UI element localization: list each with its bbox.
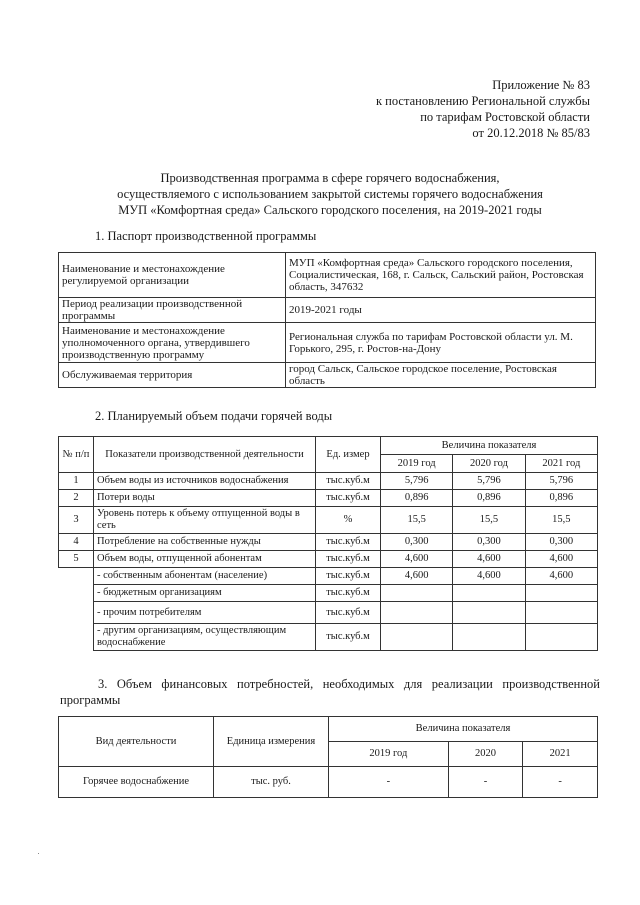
passport-label: Наименование и местонахождение уполномоченного органа, утвердившего производственную программу — [59, 323, 286, 363]
title-line: осуществляемого с использованием закрытой системы горячего водоснабжения — [117, 187, 543, 201]
scan-dot — [38, 853, 39, 854]
cell-value: 4,600 — [453, 551, 525, 568]
cell-name: Потери воды — [94, 490, 316, 507]
cell-num: 4 — [59, 534, 94, 551]
document-title — [60, 170, 600, 218]
cell-value — [453, 602, 525, 624]
cell-value — [381, 602, 453, 624]
cell-value: - — [329, 767, 449, 798]
cell-value — [453, 624, 525, 651]
header-year: 2020 — [448, 742, 523, 767]
cell-value — [525, 585, 597, 602]
cell-value: 5,796 — [381, 473, 453, 490]
title-line: Производственная программа в сфере горячего водоснабжения, — [160, 171, 500, 185]
cell-name: - бюджетным организациям — [94, 585, 316, 602]
cell-activity: Горячее водоснабжение — [59, 767, 214, 798]
cell-value: 5,796 — [453, 473, 525, 490]
cell-value: 0,896 — [381, 490, 453, 507]
passport-table — [58, 252, 596, 388]
financial-table — [58, 716, 598, 798]
appendix-block — [376, 77, 590, 141]
table-row — [59, 323, 596, 363]
cell-unit: тыс.куб.м — [316, 473, 381, 490]
header-year: 2021 — [523, 742, 598, 767]
cell-unit: тыс.куб.м — [316, 534, 381, 551]
cell-num-empty — [59, 568, 94, 651]
cell-unit: % — [316, 507, 381, 534]
table-header-row — [59, 437, 598, 455]
cell-value — [381, 624, 453, 651]
table-row — [59, 298, 596, 323]
passport-label: Обслуживаемая территория — [59, 363, 286, 388]
cell-name: - собственным абонентам (население) — [94, 568, 316, 585]
table-row — [59, 507, 598, 534]
table-row — [59, 602, 598, 624]
cell-num: 1 — [59, 473, 94, 490]
cell-name: Объем воды, отпущенной абонентам — [94, 551, 316, 568]
passport-label: Наименование и местонахождение регулируемой организации — [59, 253, 286, 298]
cell-value: 0,300 — [525, 534, 597, 551]
table-row — [59, 363, 596, 388]
header-year: 2019 год — [329, 742, 449, 767]
cell-unit: тыс. руб. — [214, 767, 329, 798]
passport-value: 2019-2021 годы — [286, 298, 596, 323]
cell-value: 15,5 — [525, 507, 597, 534]
table-row — [59, 585, 598, 602]
cell-value — [453, 585, 525, 602]
cell-unit: тыс.куб.м — [316, 602, 381, 624]
cell-name: - другим организациям, осуществляющим водоснабжение — [94, 624, 316, 651]
header-num: № п/п — [59, 437, 94, 473]
header-activity: Вид деятельности — [59, 717, 214, 767]
cell-value: 0,896 — [525, 490, 597, 507]
section1-heading: 1. Паспорт производственной программы — [95, 229, 317, 243]
header-year: 2019 год — [381, 455, 453, 473]
cell-value: 5,796 — [525, 473, 597, 490]
cell-value — [381, 585, 453, 602]
cell-value: 4,600 — [525, 568, 597, 585]
section3-heading: 3. Объем финансовых потребностей, необходимых для реализации производственной программы — [60, 677, 600, 707]
appendix-line: Приложение № 83 — [492, 78, 590, 92]
header-value-group: Величина показателя — [381, 437, 598, 455]
table-row — [59, 568, 598, 585]
header-year: 2020 год — [453, 455, 525, 473]
cell-name: Потребление на собственные нужды — [94, 534, 316, 551]
cell-value: 15,5 — [381, 507, 453, 534]
cell-value: - — [448, 767, 523, 798]
table-row — [59, 767, 598, 798]
water-supply-table — [58, 436, 598, 651]
header-year: 2021 год — [525, 455, 597, 473]
cell-value: 0,300 — [381, 534, 453, 551]
table-row — [59, 534, 598, 551]
passport-value: город Сальск, Сальское городское поселение, Ростовская область — [286, 363, 596, 388]
header-value-group: Величина показателя — [329, 717, 598, 742]
cell-unit: тыс.куб.м — [316, 624, 381, 651]
title-line: МУП «Комфортная среда» Сальского городского поселения, на 2019-2021 годы — [118, 203, 542, 217]
appendix-line: по тарифам Ростовской области — [420, 110, 590, 124]
passport-label: Период реализации производственной программы — [59, 298, 286, 323]
table-row — [59, 253, 596, 298]
table-header-row — [59, 717, 598, 742]
cell-value — [525, 602, 597, 624]
cell-value: 0,896 — [453, 490, 525, 507]
cell-value: 4,600 — [453, 568, 525, 585]
section2-heading: 2. Планируемый объем подачи горячей воды — [95, 409, 333, 423]
cell-value: 4,600 — [381, 568, 453, 585]
cell-value: 4,600 — [525, 551, 597, 568]
cell-value: 0,300 — [453, 534, 525, 551]
cell-value: 15,5 — [453, 507, 525, 534]
table-row — [59, 624, 598, 651]
cell-unit: тыс.куб.м — [316, 568, 381, 585]
cell-unit: тыс.куб.м — [316, 490, 381, 507]
cell-value — [525, 624, 597, 651]
passport-value: МУП «Комфортная среда» Сальского городского поселения, Социалистическая, 168, г. Сальск, Сальский район, Ростовская область, 347632 — [286, 253, 596, 298]
cell-unit: тыс.куб.м — [316, 551, 381, 568]
header-unit: Единица измерения — [214, 717, 329, 767]
table-row — [59, 551, 598, 568]
table-row — [59, 473, 598, 490]
header-indicator: Показатели производственной деятельности — [94, 437, 316, 473]
passport-value: Региональная служба по тарифам Ростовской области ул. М. Горького, 295, г. Ростов-на-Дону — [286, 323, 596, 363]
appendix-line: от 20.12.2018 № 85/83 — [472, 126, 590, 140]
cell-num: 3 — [59, 507, 94, 534]
cell-name: Уровень потерь к объему отпущенной воды в сеть — [94, 507, 316, 534]
cell-num: 5 — [59, 551, 94, 568]
cell-unit: тыс.куб.м — [316, 585, 381, 602]
table-row — [59, 490, 598, 507]
cell-name: Объем воды из источников водоснабжения — [94, 473, 316, 490]
header-unit: Ед. измер — [316, 437, 381, 473]
cell-name: - прочим потребителям — [94, 602, 316, 624]
cell-num: 2 — [59, 490, 94, 507]
cell-value: 4,600 — [381, 551, 453, 568]
appendix-line: к постановлению Региональной службы — [375, 94, 590, 108]
cell-value: - — [523, 767, 598, 798]
